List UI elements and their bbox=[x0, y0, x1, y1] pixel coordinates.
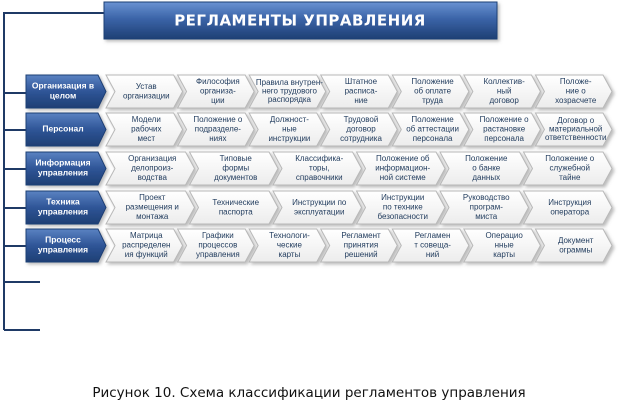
item-label: Положение о банке данных bbox=[465, 154, 508, 183]
category-label: Персонал bbox=[42, 123, 84, 134]
item-label: Положение об аттестации персонала bbox=[406, 115, 459, 144]
item-label: Инструкция оператора bbox=[548, 197, 592, 217]
item-label: Положение о подразделе-ниях bbox=[193, 115, 243, 144]
item-label: Графики процессов управления bbox=[196, 231, 240, 260]
item-label: Документ ограммы bbox=[557, 235, 594, 255]
item-label: Технические паспорта bbox=[212, 197, 260, 217]
item-label: Положение о служебной тайне bbox=[545, 154, 595, 183]
item-label: Штатное расписа-ние bbox=[344, 77, 378, 106]
category-label: Организация в целом bbox=[31, 80, 95, 101]
item-label: Регламен т совеща-ний bbox=[414, 231, 451, 260]
item-label: Устав организации bbox=[122, 81, 170, 101]
item-label: Должност-ные инструкции bbox=[268, 115, 311, 144]
item-label: Матрица распределен ия функций bbox=[122, 231, 171, 260]
item-label: Положение об оплате труда bbox=[411, 77, 454, 106]
item-label: Технологи-ческие карты bbox=[269, 231, 310, 260]
item-label: Философия организа-ции bbox=[196, 77, 240, 106]
item-label: Коллектив-ный договор bbox=[483, 77, 525, 106]
category-row bbox=[26, 229, 612, 262]
item-label: Договор о материальной ответственности bbox=[544, 116, 607, 143]
item-label: Правила внутрен-него трудового распорядка bbox=[255, 78, 323, 105]
rows-layer bbox=[26, 75, 612, 262]
item-label: Положение о растановке персонала bbox=[479, 115, 529, 144]
item-label: Модели рабочих мест bbox=[131, 115, 162, 144]
diagram-title: РЕГЛАМЕНТЫ УПРАВЛЕНИЯ bbox=[174, 11, 426, 30]
item-label: Руководство програм-миста bbox=[462, 193, 510, 222]
item-label: Регламент принятия решений bbox=[341, 231, 381, 260]
category-row bbox=[26, 75, 612, 108]
category-label: Процесс управления bbox=[37, 234, 89, 255]
item-label: Трудовой договор сотрудника bbox=[340, 115, 382, 144]
item-label: Проект размещения и монтажа bbox=[125, 193, 179, 222]
category-row bbox=[26, 152, 612, 185]
item-label: Положение об информацион-ной системе bbox=[375, 154, 431, 183]
item-label: Типовые формы документов bbox=[214, 154, 258, 183]
category-row bbox=[26, 191, 612, 224]
item-label: Инструкции по технике безопасности bbox=[377, 193, 429, 222]
item-label: Инструкции по эксплуатации bbox=[292, 197, 347, 217]
category-label: Информация управления bbox=[35, 157, 91, 178]
item-label: Организация делопроиз-водства bbox=[128, 154, 177, 183]
item-label: Положе-ние о хозрасчете bbox=[555, 77, 597, 106]
category-row bbox=[26, 113, 612, 146]
figure-caption: Рисунок 10. Схема классификации регламентов управления bbox=[92, 385, 526, 401]
category-label: Техника управления bbox=[37, 196, 89, 217]
item-label: Классифика-торы, справочники bbox=[295, 154, 344, 183]
item-label: Операцио нные карты bbox=[485, 231, 523, 260]
